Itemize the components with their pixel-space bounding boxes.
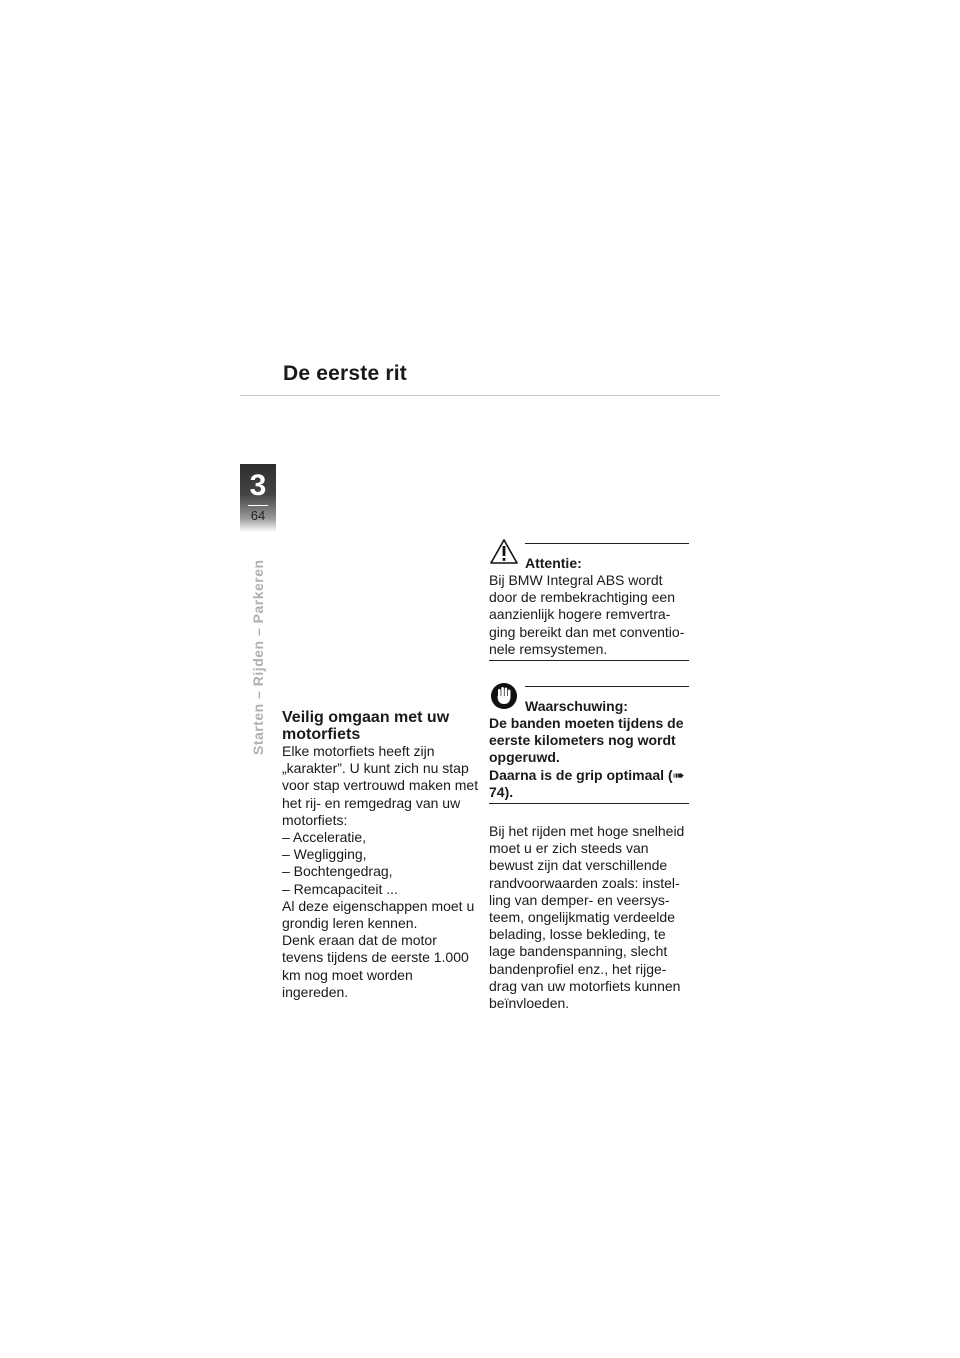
intro-paragraph: Elke motorfiets heeft zijn „karakter”. U kunt zich nu stap voor stap vertrouwd maken met het rij- en remgedrag van uw motorfiets: <box>282 743 479 828</box>
warning-box <box>489 686 689 804</box>
list-item: – Remcapaciteit ... <box>282 880 398 897</box>
title-divider <box>240 395 720 396</box>
page-number: 64 <box>250 508 266 523</box>
right-column <box>489 543 689 1012</box>
list-item: – Bochtengedrag, <box>282 863 393 880</box>
stop-hand-icon <box>489 681 519 711</box>
arrow-icon: ➠ <box>672 766 685 783</box>
warning-text: De banden moeten tijdens de eerste kilometers nog wordt opgeruwd. Daarna is de grip optimaal (➠ 74). <box>489 715 685 800</box>
section-side-label: Starten – Rijden – Parkeren <box>250 559 266 755</box>
chapter-tab <box>240 464 276 532</box>
paragraph: Al deze eigenschappen moet u grondig leren kennen. <box>282 897 475 932</box>
page-title: De eerste rit <box>283 362 407 385</box>
attention-text: Bij BMW Integral ABS wordt door de rembekrachtiging een aanzienlijk hogere remvertraging bereikt dan met conventionele remsystemen. <box>489 572 685 657</box>
list-item: – Acceleratie, <box>282 829 367 846</box>
warning-triangle-icon <box>489 538 519 568</box>
left-column <box>282 709 480 1001</box>
paragraph: Denk eraan dat de motor tevens tijdens de eerste 1.000 km nog moet worden ingereden. <box>282 932 469 1000</box>
attention-box <box>489 543 689 661</box>
chapter-divider <box>248 505 268 506</box>
list-item: – Wegligging, <box>282 846 367 863</box>
chapter-number: 3 <box>249 469 267 502</box>
section-heading: Veilig omgaan met uw motorfiets <box>282 709 450 743</box>
warning-label: Waarschuwing: <box>525 698 628 715</box>
attention-label: Attentie: <box>525 555 582 571</box>
speed-paragraph: Bij het rijden met hoge snelheid moet u er zich steeds van bewust zijn dat verschillende randvoorwaarden zoals: instelling van demper- en veersysteem, ongelijkmatig verdeelde belading, losse bekleding, te lage bandenspanning, slecht bandenprofiel enz., het rijgedrag van uw motorfiets kunnen beïnvloeden. <box>489 823 685 1012</box>
